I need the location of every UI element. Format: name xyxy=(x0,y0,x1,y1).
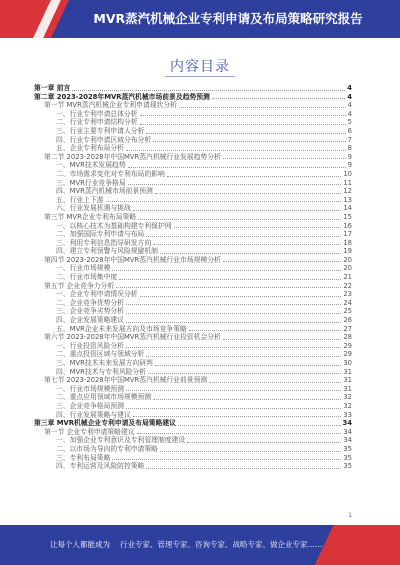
toc-entry-title: 二、以市场为导向的专利申请策略 xyxy=(56,444,158,453)
toc-entry[interactable] xyxy=(34,325,352,334)
toc-entry-title: 二、行业市场集中度 xyxy=(56,273,118,282)
toc-leader-dots xyxy=(167,176,342,177)
toc-entry-title: 四、企业发展策略建议 xyxy=(56,316,124,325)
toc-entry-page: 23 xyxy=(343,290,352,299)
toc-leader-dots xyxy=(112,459,341,460)
report-title: MVR蒸汽机械企业专利申请及布局策略研究报告 xyxy=(93,11,363,26)
toc-leader-dots xyxy=(126,150,346,151)
toc-entry[interactable] xyxy=(34,273,352,282)
toc-leader-dots xyxy=(223,158,346,159)
toc-entry[interactable] xyxy=(34,454,352,463)
footer-band xyxy=(0,525,400,565)
toc-entry[interactable] xyxy=(34,368,352,377)
toc-entry-page: 12 xyxy=(343,187,352,196)
toc-leader-dots xyxy=(160,451,341,452)
toc-entry[interactable] xyxy=(34,419,352,428)
toc-entry-title: 四、行业发展策略与建议 xyxy=(56,410,131,419)
toc-leader-dots xyxy=(116,287,341,288)
toc-entry[interactable] xyxy=(34,411,352,420)
toc-entry-title: 二、市场需求变化对专利布局的影响 xyxy=(56,169,165,178)
footer-slogan-right: 行业专家、管理专家、咨询专家、战略专家、做企业专家…… xyxy=(120,540,323,549)
toc-entry-page: 4 xyxy=(347,84,352,92)
toc-entry-page: 21 xyxy=(343,273,352,282)
toc-entry-page: 34 xyxy=(343,436,352,445)
toc-entry-title: 第二节 2023-2028年中国MVR蒸汽机械行业发展趋势分析 xyxy=(44,152,221,161)
toc-leader-dots xyxy=(128,184,342,185)
toc-entry[interactable] xyxy=(34,93,352,102)
footer-slogan-left: 让每个人都能成为 xyxy=(50,540,110,549)
toc-heading-divider xyxy=(165,76,235,77)
toc-leader-dots xyxy=(140,124,346,125)
toc-entry-title: 二、企业竞争优势分析 xyxy=(56,298,124,307)
toc-entry-title: 三、行业主要专利申请人分析 xyxy=(56,126,145,135)
toc-entry[interactable] xyxy=(34,376,352,385)
toc-leader-dots xyxy=(133,416,342,417)
toc-leader-dots xyxy=(153,141,346,142)
toc-leader-dots xyxy=(146,236,341,237)
toc-entry-title: 四、MVR蒸汽机械市场前景预测 xyxy=(56,187,153,196)
toc-entry-title: 第七节 2023-2028年中国MVR蒸汽机械行业前景预测 xyxy=(44,376,208,385)
toc-entry-page: 34 xyxy=(342,419,352,428)
toc-leader-dots xyxy=(126,322,341,323)
toc-leader-dots xyxy=(148,373,341,374)
toc-entry-title: 一、行业市场规模 xyxy=(56,264,111,273)
toc-leader-dots xyxy=(146,356,341,357)
toc-leader-dots xyxy=(209,382,341,383)
toc-entry-title: 三、利用专利信息指导研发方向 xyxy=(56,238,152,247)
toc-entry[interactable] xyxy=(34,256,352,265)
toc-entry-title: 三、专利布局策略 xyxy=(56,453,111,462)
toc-leader-dots xyxy=(223,339,342,340)
toc-entry-title: 三、企业竞争格局预测 xyxy=(56,401,124,410)
toc-leader-dots xyxy=(126,390,341,391)
toc-entry[interactable] xyxy=(34,282,352,291)
toc-entry[interactable] xyxy=(34,230,352,239)
toc-leader-dots xyxy=(126,304,341,305)
toc-leader-dots xyxy=(153,399,341,400)
toc-entry-title: 一、行业投资风险分析 xyxy=(56,341,124,350)
toc-entry-title: 五、MVR企业未来发展方向及市场竞争策略 xyxy=(56,324,187,333)
toc-leader-dots xyxy=(160,253,341,254)
toc-entry[interactable] xyxy=(34,428,352,437)
toc-entry-title: 第四节 2023-2028年中国MVR蒸汽机械行业市场规模分析 xyxy=(44,255,221,264)
toc-entry-page: 9 xyxy=(347,161,352,170)
toc-entry-page: 13 xyxy=(343,195,352,204)
footer-red-stripe xyxy=(315,525,400,565)
toc-leader-dots xyxy=(179,107,346,108)
toc-entry-page: 24 xyxy=(343,298,352,307)
toc-entry-page: 20 xyxy=(343,264,352,273)
toc-entry-title: 三、MVR技术未来发展方向研判 xyxy=(56,359,153,367)
toc-entry-page: 25 xyxy=(343,307,352,316)
toc-entry-page: 19 xyxy=(343,247,352,256)
toc-entry[interactable] xyxy=(34,144,352,153)
toc-entry-title: 第一节 企业专利申请策略建议 xyxy=(44,427,135,436)
toc-entry-title: 三、企业竞争劣势分析 xyxy=(56,307,124,316)
page-number: 1 xyxy=(348,512,352,519)
toc-entry-page: 27 xyxy=(343,324,352,333)
toc-entry-page: 10 xyxy=(343,169,352,178)
toc-entry-title: 一、行业专利申请总体分析 xyxy=(56,109,138,118)
toc-entry[interactable] xyxy=(34,316,352,325)
toc-heading: 内容目录 xyxy=(170,59,230,75)
toc-entry[interactable] xyxy=(34,264,352,273)
toc-entry[interactable] xyxy=(34,436,352,445)
toc-entry-page: 18 xyxy=(343,238,352,247)
toc-entry[interactable] xyxy=(34,196,352,205)
toc-entry[interactable] xyxy=(34,299,352,308)
toc-entry-page: 33 xyxy=(343,410,352,419)
toc-entry-title: 第五节 企业竞争力分析 xyxy=(44,281,115,290)
toc-entry-page: 4 xyxy=(347,92,352,101)
toc-entry-title: 二、重点投资区域与领域分析 xyxy=(56,350,145,359)
toc-entry-title: 二、加强国际专利申请与布局 xyxy=(56,230,145,239)
toc-leader-dots xyxy=(178,425,341,426)
toc-entry-title: 一、企业专利申请情况分析 xyxy=(56,290,138,299)
toc-entry[interactable] xyxy=(34,247,352,256)
toc-entry-page: 29 xyxy=(343,350,352,359)
toc-entry-title: 五、行业上下游 xyxy=(56,195,104,204)
toc-entry[interactable] xyxy=(34,462,352,471)
toc-entry-title: 第三节 MVR企业专利布局策略 xyxy=(44,212,137,221)
toc-entry[interactable] xyxy=(34,222,352,231)
toc-entry-title: 四、MVR技术与专利风险分析 xyxy=(56,367,147,376)
toc-leader-dots xyxy=(155,193,342,194)
toc-leader-dots xyxy=(187,442,341,443)
toc-entry[interactable] xyxy=(34,359,352,368)
toc-entry-title: 第六节 2023-2028年中国MVR蒸汽机械行业投资机会分析 xyxy=(44,333,221,342)
toc-entry-title: 五、企业专利布局分析 xyxy=(56,144,124,153)
toc-entry-page: 31 xyxy=(343,367,352,376)
toc-entry-title: 四、行业专利申请区域分布分析 xyxy=(56,135,152,144)
toc-entry-title: 第一章 前言 xyxy=(34,84,71,92)
toc-entry-page: 14 xyxy=(343,204,352,213)
toc-entry-title: 二、行业专利申请结构分析 xyxy=(56,118,138,127)
toc-leader-dots xyxy=(126,313,341,314)
toc-entry-title: 第一节 MVR蒸汽机械企业专利申请现状分析 xyxy=(44,101,177,110)
toc-entry[interactable] xyxy=(34,136,352,145)
toc-leader-dots xyxy=(212,98,345,99)
toc-leader-dots xyxy=(146,133,345,134)
toc-entry[interactable] xyxy=(34,213,352,222)
toc-entry-page: 30 xyxy=(343,359,352,367)
toc-entry-title: 一、行业市场规模预测 xyxy=(56,384,124,393)
toc-leader-dots xyxy=(189,330,342,331)
toc-leader-dots xyxy=(140,296,342,297)
toc-entry-page: 29 xyxy=(343,341,352,350)
toc-entry-title: 第三章 MVR机械企业专利申请及布局策略建议 xyxy=(34,419,176,428)
toc-leader-dots xyxy=(174,227,342,228)
toc-entry[interactable] xyxy=(34,179,352,188)
toc-entry-page: 28 xyxy=(343,333,352,342)
toc-leader-dots xyxy=(153,244,341,245)
toc-entry-page: 35 xyxy=(343,462,352,471)
toc-entry[interactable] xyxy=(34,170,352,179)
toc-entry-title: 二、重点应用领域市场规模预测 xyxy=(56,393,152,402)
toc-entry[interactable] xyxy=(34,161,352,170)
toc-entry[interactable] xyxy=(34,445,352,454)
toc-entry-title: 四、专利运营及风险防控策略 xyxy=(56,462,145,471)
toc-entry-page: 8 xyxy=(347,144,352,153)
toc-entry[interactable] xyxy=(34,333,352,342)
toc-entry[interactable] xyxy=(34,342,352,351)
toc-entry-page: 11 xyxy=(343,178,352,187)
toc-leader-dots xyxy=(72,90,345,91)
toc-entry[interactable] xyxy=(34,101,352,110)
toc-entry-page: 35 xyxy=(343,444,352,453)
toc-entry[interactable] xyxy=(34,204,352,213)
toc-leader-dots xyxy=(155,365,342,366)
toc-leader-dots xyxy=(126,347,341,348)
table-of-contents xyxy=(34,84,352,506)
toc-entry-page: 15 xyxy=(343,212,352,221)
toc-entry[interactable] xyxy=(34,307,352,316)
toc-entry-page: 26 xyxy=(343,316,352,325)
toc-entry[interactable] xyxy=(34,290,352,299)
toc-entry-page: 6 xyxy=(347,126,352,135)
toc-entry-title: 六、行业发展机遇与挑战 xyxy=(56,204,131,213)
toc-leader-dots xyxy=(223,261,342,262)
toc-entry-title: 三、MVR行业竞争格局 xyxy=(56,178,126,187)
toc-entry[interactable] xyxy=(34,187,352,196)
toc-entry-page: 34 xyxy=(343,427,352,436)
toc-entry[interactable] xyxy=(34,393,352,402)
toc-entry[interactable] xyxy=(34,118,352,127)
toc-leader-dots xyxy=(137,433,342,434)
toc-entry[interactable] xyxy=(34,402,352,411)
toc-entry[interactable] xyxy=(34,385,352,394)
toc-entry-page: 17 xyxy=(343,230,352,239)
header-band xyxy=(0,0,400,38)
footer-slogan xyxy=(50,525,323,565)
toc-entry-title: 一、加强企业专利意识及专利管理制度建设 xyxy=(56,436,186,445)
toc-leader-dots xyxy=(133,210,342,211)
toc-entry[interactable] xyxy=(34,127,352,136)
toc-leader-dots xyxy=(140,115,346,116)
toc-entry-page: 22 xyxy=(343,281,352,290)
toc-leader-dots xyxy=(126,408,341,409)
toc-entry-title: 第二章 2023-2028年MVR蒸汽机械市场前景及趋势预测 xyxy=(34,92,210,101)
toc-entry-title: 一、MVR技术发展趋势 xyxy=(56,161,126,170)
toc-entry-title: 一、以核心技术为基础构建专利保护网 xyxy=(56,221,172,230)
toc-leader-dots xyxy=(128,167,346,168)
toc-entry[interactable] xyxy=(34,350,352,359)
toc-leader-dots xyxy=(106,201,342,202)
toc-entry-page: 35 xyxy=(343,453,352,462)
toc-entry-page: 5 xyxy=(347,118,352,127)
toc-entry[interactable] xyxy=(34,110,352,119)
toc-entry-page: 16 xyxy=(343,221,352,230)
toc-entry[interactable] xyxy=(34,84,352,93)
toc-entry-page: 20 xyxy=(343,255,352,264)
toc-entry-page: 4 xyxy=(347,101,352,110)
toc-leader-dots xyxy=(138,219,341,220)
toc-entry-page: 31 xyxy=(343,376,352,385)
toc-entry-title: 四、建立专利预警与风险规避机制 xyxy=(56,247,158,256)
toc-entry-page: 4 xyxy=(347,109,352,118)
toc-entry-page: 32 xyxy=(343,393,352,402)
toc-leader-dots xyxy=(112,270,341,271)
toc-entry[interactable] xyxy=(34,239,352,248)
toc-entry[interactable] xyxy=(34,153,352,162)
toc-entry-page: 31 xyxy=(343,384,352,393)
toc-entry-page: 9 xyxy=(347,152,352,161)
toc-entry-page: 32 xyxy=(343,401,352,410)
toc-leader-dots xyxy=(119,279,341,280)
toc-leader-dots xyxy=(146,468,341,469)
toc-entry-page: 7 xyxy=(347,135,352,144)
